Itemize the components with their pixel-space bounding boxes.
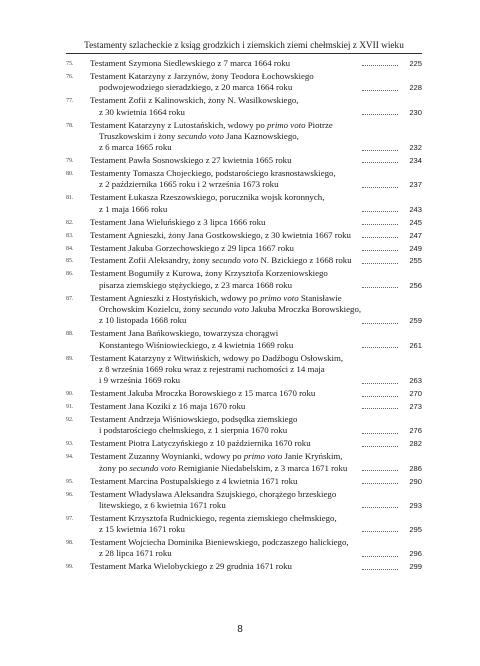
entry-title [90, 414, 360, 437]
entry-title-line: z 6 marca 1665 roku [99, 142, 172, 153]
entry-number: 88. [66, 331, 74, 338]
table-of-contents [66, 58, 422, 574]
entry-number: 76. [66, 73, 74, 80]
leader-dots [362, 162, 398, 163]
latin-term: secundo voto [202, 304, 250, 314]
entry-number: 81. [66, 195, 74, 202]
entry-number: 78. [66, 122, 74, 129]
entry-title-line: Testament Władysława Aleksandra Szujskiego, chorążego brzeskiego [90, 488, 337, 499]
toc-entry [66, 451, 422, 474]
entry-title [90, 155, 360, 166]
leader-dots [362, 483, 398, 484]
entry-title-line: i 9 września 1669 roku [99, 375, 181, 386]
entry-title [90, 401, 360, 412]
leader-dots [362, 396, 398, 397]
toc-entry [66, 255, 422, 266]
entry-title-line: z 28 lipca 1671 roku [99, 548, 172, 559]
toc-entry [66, 438, 422, 449]
entry-page-number: 261 [409, 340, 422, 350]
leader-dots [362, 383, 398, 384]
leader-dots [362, 150, 398, 151]
entry-number: 75. [66, 61, 74, 67]
entry-number: 77. [66, 98, 74, 105]
leader-dots [362, 211, 398, 212]
entry-number: 84. [66, 245, 74, 252]
entry-title-line: z 2 października 1665 roku i 2 września 1673 roku [99, 179, 279, 190]
toc-entry [66, 192, 422, 215]
leader-dots [362, 237, 398, 238]
entry-title-line: litewskiego, z 6 kwietnia 1671 roku [99, 499, 226, 510]
entry-title [90, 353, 360, 387]
entry-title-line: z 15 kwietnia 1671 roku [99, 524, 185, 535]
entry-title-line: Testament Łukasza Rzeszowskiego, porucznika wojsk koronnych, [90, 192, 325, 203]
leader-dots [362, 347, 398, 348]
toc-entry [66, 230, 422, 241]
toc-entry [66, 489, 422, 512]
entry-title-line: Testament Zofii z Kalinowskich, żony N. Wasilkowskiego, [90, 95, 299, 106]
entry-number: 85. [66, 258, 74, 265]
toc-entry [66, 58, 422, 69]
entry-title [90, 71, 360, 94]
entry-page-number: 249 [409, 243, 422, 253]
entry-title-line: żony po secundo voto Remigianie Niedabelskim, z 3 marca 1671 roku [99, 462, 348, 473]
header-rule [66, 53, 422, 54]
entry-title-line: z 8 września 1669 roku wraz z rejestrami ruchomości z 14 maja [99, 363, 325, 374]
entry-title-line: z 30 kwietnia 1664 roku [99, 106, 185, 117]
entry-page-number: 234 [409, 156, 422, 166]
entry-title-line: Testament Piotra Latyczyńskiego z 10 października 1670 roku [90, 438, 311, 449]
toc-entry [66, 268, 422, 291]
entry-page-number: 296 [409, 549, 422, 559]
entry-title [90, 58, 360, 69]
leader-dots [362, 287, 398, 288]
entry-number: 87. [66, 295, 74, 302]
entry-title-line: Truszkowskim i żony secundo voto Jana Kaznowskiego, [99, 130, 299, 141]
toc-entry [66, 293, 422, 327]
entry-page-number: 282 [409, 439, 422, 449]
entry-number: 95. [66, 478, 74, 485]
entry-title [90, 489, 360, 512]
entry-number: 82. [66, 219, 74, 226]
toc-entry [66, 217, 422, 228]
entry-title [90, 230, 360, 241]
leader-dots [362, 556, 398, 557]
latin-term: primo voto [260, 292, 299, 303]
entry-title-line: i podstarościego chełmskiego, z 1 sierpnia 1670 roku [99, 425, 288, 436]
leader-dots [362, 531, 398, 532]
leader-dots [362, 323, 398, 324]
entry-title-line: Testament Katarzyny z Witwińskich, wdowy po Dadźbogu Osłowskim, [90, 352, 344, 363]
leader-dots [362, 507, 398, 508]
entry-number: 86. [66, 271, 74, 278]
toc-entry [66, 537, 422, 560]
entry-title [90, 243, 360, 254]
toc-entry [66, 513, 422, 536]
entry-number: 92. [66, 417, 74, 424]
entry-page-number: 299 [409, 562, 422, 572]
entry-number: 89. [66, 355, 74, 362]
entry-title [90, 451, 360, 474]
entry-title [90, 537, 360, 560]
entry-page-number: 290 [409, 476, 422, 486]
entry-title-line: podwojewodziego sieradzkiego, z 20 marca 1664 roku [99, 82, 293, 93]
toc-entry [66, 71, 422, 94]
entry-page-number: 245 [409, 217, 422, 227]
entry-title [90, 513, 360, 536]
entry-title-line: Testament Bogumiły z Kurowa, żony Krzysztofa Korzeniowskiego [90, 268, 328, 279]
entry-number: 99. [66, 564, 74, 571]
entry-title [90, 293, 360, 327]
entry-number: 80. [66, 171, 74, 178]
entry-number: 93. [66, 441, 74, 448]
entry-title-line: z 10 listopada 1668 roku [99, 315, 187, 326]
entry-title-line: Testament Jakuba Gorzechowskiego z 29 lipca 1667 roku [90, 242, 294, 253]
page-number: 8 [237, 624, 243, 635]
toc-entry [66, 561, 422, 572]
leader-dots [362, 433, 398, 434]
entry-title-line: Testament Katarzyny z Jarzynów, żony Teodora Łochowskiego [90, 70, 314, 81]
entry-number: 91. [66, 404, 74, 411]
entry-title-line: Testament Krzysztofa Rudnickiego, regenta ziemskiego chełmskiego, [90, 512, 337, 523]
leader-dots [362, 187, 398, 188]
entry-title-line: Testament Jakuba Mroczka Borowskiego z 15 marca 1670 roku [90, 388, 316, 399]
entry-title-line: Testament Agnieszki z Hostyńskich, wdowy po primo voto Stanisławie [90, 292, 342, 303]
entry-title [90, 561, 360, 572]
leader-dots [362, 263, 398, 264]
entry-title-line: Testament Pawła Sosnowskiego z 27 kwietnia 1665 roku [90, 155, 292, 166]
latin-term: secundo voto [177, 130, 224, 141]
leader-dots [362, 470, 398, 471]
entry-page-number: 273 [409, 402, 422, 412]
entry-page-number: 255 [409, 256, 422, 266]
toc-entry [66, 155, 422, 166]
entry-number: 90. [66, 391, 74, 398]
latin-term: primo voto [266, 119, 306, 130]
running-header: Testamenty szlacheckie z ksiąg grodzkich i ziemskich ziemi chełmskiej z XVII wieku [84, 41, 404, 51]
leader-dots [362, 224, 398, 225]
toc-entry [66, 95, 422, 118]
entry-title-line: Konstantego Wiśniowieckiego, z 4 kwietnia 1669 roku [99, 339, 294, 350]
entry-page-number: 295 [409, 525, 422, 535]
leader-dots [362, 250, 398, 251]
entry-title [90, 95, 360, 118]
leader-dots [362, 65, 398, 66]
entry-page-number: 225 [409, 59, 422, 68]
entry-title [90, 476, 360, 487]
entry-page-number: 276 [409, 426, 422, 436]
entry-title [90, 192, 360, 215]
entry-page-number: 237 [409, 180, 422, 190]
entry-number: 98. [66, 540, 74, 547]
toc-entry [66, 243, 422, 254]
toc-entry [66, 401, 422, 412]
entry-title-line: Orchowskim Kozielcu, żony secundo voto Jakuba Mroczka Borowskiego, [99, 304, 362, 314]
entry-title [90, 120, 360, 154]
entry-title [90, 168, 360, 191]
entry-title-line: Testament Jana Koziki z 16 maja 1670 roku [90, 401, 246, 412]
entry-page-number: 256 [409, 280, 422, 290]
latin-term: primo voto [243, 451, 283, 462]
toc-entry [66, 168, 422, 191]
entry-page-number: 232 [409, 143, 422, 153]
entry-title-line: Testament Katarzyny z Lutostańskich, wdowy po primo voto Piotrze [90, 119, 333, 130]
entry-number: 96. [66, 491, 74, 498]
leader-dots [362, 90, 398, 91]
leader-dots [362, 446, 398, 447]
toc-entry [66, 476, 422, 487]
entry-page-number: 263 [409, 376, 422, 386]
entry-title [90, 255, 360, 266]
entry-title [90, 217, 360, 228]
entry-title-line: Testament Agnieszki, żony Jana Gostkowskiego, z 30 kwietnia 1667 roku [90, 229, 351, 240]
entry-page-number: 259 [409, 316, 422, 326]
entry-number: 94. [66, 454, 74, 461]
entry-title-line: Testament Jana Wieluńskiego z 3 lipca 1666 roku [90, 216, 266, 227]
entry-title-line: Testament Marka Wielobyckiego z 29 grudnia 1671 roku [90, 561, 292, 572]
entry-title-line: z 1 maja 1666 roku [99, 203, 168, 214]
toc-entry [66, 414, 422, 437]
latin-term: secundo voto [211, 255, 259, 266]
entry-number: 97. [66, 515, 74, 522]
entry-number: 79. [66, 158, 74, 165]
toc-entry [66, 388, 422, 399]
leader-dots [362, 569, 398, 570]
entry-title-line: Testament Jana Bańkowskiego, towarzysza chorągwi [90, 328, 279, 339]
entry-title-line: pisarza ziemskiego stężyckiego, z 23 marca 1668 roku [99, 279, 293, 290]
entry-title [90, 388, 360, 399]
entry-title-line: Testament Andrzeja Wiśniowskiego, podsędka ziemskiego [90, 414, 298, 425]
entry-title [90, 268, 360, 291]
entry-title-line: Testament Szymona Siedlewskiego z 7 marca 1664 roku [90, 58, 291, 68]
entry-title [90, 328, 360, 351]
entry-title-line: Testament Zuzanny Woynianki, wdowy po primo voto Janie Kryńskim, [90, 451, 343, 462]
entry-title-line: Testamenty Tomasza Chojeckiego, podstarościego krasnostawskiego, [90, 168, 336, 179]
entry-page-number: 286 [409, 463, 422, 473]
entry-page-number: 247 [409, 230, 422, 240]
entry-number: 83. [66, 232, 74, 239]
entry-title-line: Testament Wojciecha Dominika Bieniewskiego, podczaszego halickiego, [90, 537, 349, 548]
entry-title-line: Testament Zofii Aleksandry, żony secundo voto N. Bzickiego z 1668 roku [90, 255, 352, 266]
toc-entry [66, 120, 422, 154]
entry-title-line: Testament Marcina Postupalskiego z 4 kwietnia 1671 roku [90, 475, 298, 486]
entry-page-number: 230 [409, 107, 422, 117]
entry-page-number: 270 [409, 389, 422, 399]
entry-page-number: 228 [409, 83, 422, 93]
toc-entry [66, 328, 422, 351]
toc-entry [66, 353, 422, 387]
entry-page-number: 243 [409, 204, 422, 214]
entry-title [90, 438, 360, 449]
latin-term: secundo voto [129, 462, 176, 473]
entry-page-number: 293 [409, 500, 422, 510]
leader-dots [362, 114, 398, 115]
leader-dots [362, 408, 398, 409]
